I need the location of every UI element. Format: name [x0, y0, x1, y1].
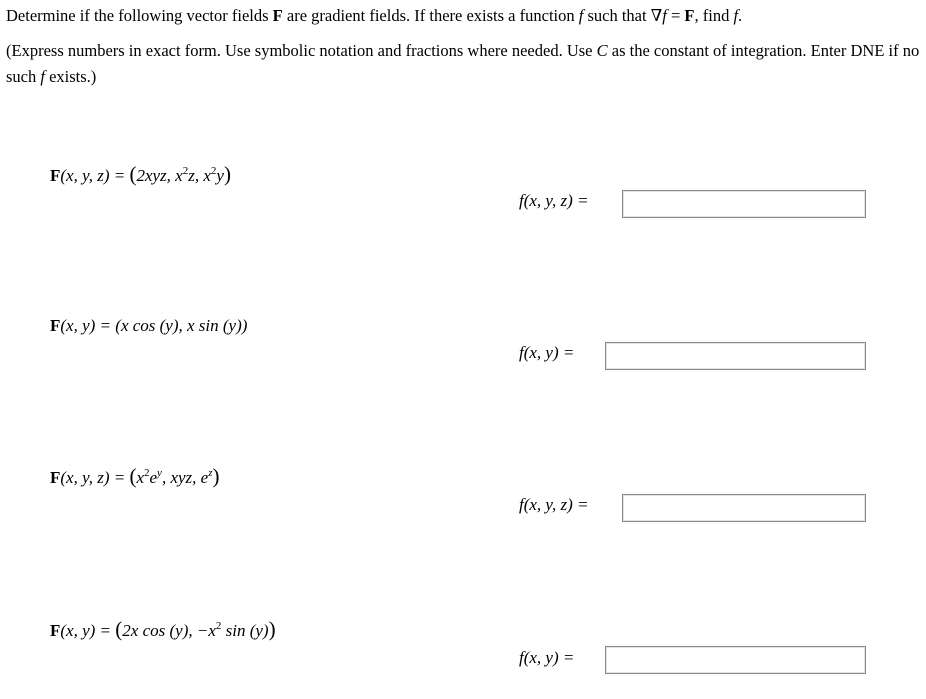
- answer-label-4: f(x, y) =: [519, 648, 575, 667]
- vector-field-1: F(x, y, z) = (2xyz, $x^2z$, $x^2y$): [50, 162, 231, 186]
- instruction-text: Determine if the following vector fields: [6, 6, 273, 25]
- function-symbol: f: [40, 67, 45, 86]
- answer-input-4[interactable]: [605, 646, 866, 674]
- answer-label-3: f(x, y, z) =: [519, 495, 589, 514]
- function-symbol: f: [733, 6, 739, 25]
- equals-sign: =: [666, 6, 685, 25]
- constant-symbol: C: [596, 41, 608, 60]
- instruction-text: (Express numbers in exact form. Use symbolic notation and fractions where needed. Use: [6, 41, 597, 60]
- answer-input-3[interactable]: [622, 494, 866, 522]
- answer-input-2[interactable]: [605, 342, 866, 370]
- answer-label-2: f(x, y) =: [519, 343, 575, 362]
- vector-field-2: F(x, y) = (x cos (y), x sin (y)): [50, 316, 248, 335]
- answer-input-1[interactable]: [622, 190, 866, 218]
- function-symbol: f: [662, 6, 667, 25]
- vector-field-4: F(x, y) = (2x cos (y), $-x^2$ sin (y)): [50, 617, 276, 641]
- function-symbol: f: [578, 6, 584, 25]
- instructions-line-1: [6, 3, 742, 29]
- instructions-line-2: [6, 38, 924, 90]
- vector-field-3: F(x, y, $z) = (x^2e^y$, xyz, $e^z$): [50, 464, 220, 488]
- instruction-text: such that: [583, 6, 651, 25]
- instruction-text: .: [738, 6, 743, 25]
- instruction-text: exists.): [44, 67, 97, 86]
- nabla-symbol: ∇: [650, 6, 663, 25]
- vector-field-symbol: F: [684, 6, 695, 25]
- vector-field-symbol: F: [272, 6, 283, 25]
- instruction-text: , find: [694, 6, 734, 25]
- answer-label-1: f(x, y, z) =: [519, 191, 589, 210]
- instruction-text: as the constant of integration. Enter DNE if no such: [6, 41, 920, 86]
- instruction-text: are gradient fields. If there exists a function: [282, 6, 579, 25]
